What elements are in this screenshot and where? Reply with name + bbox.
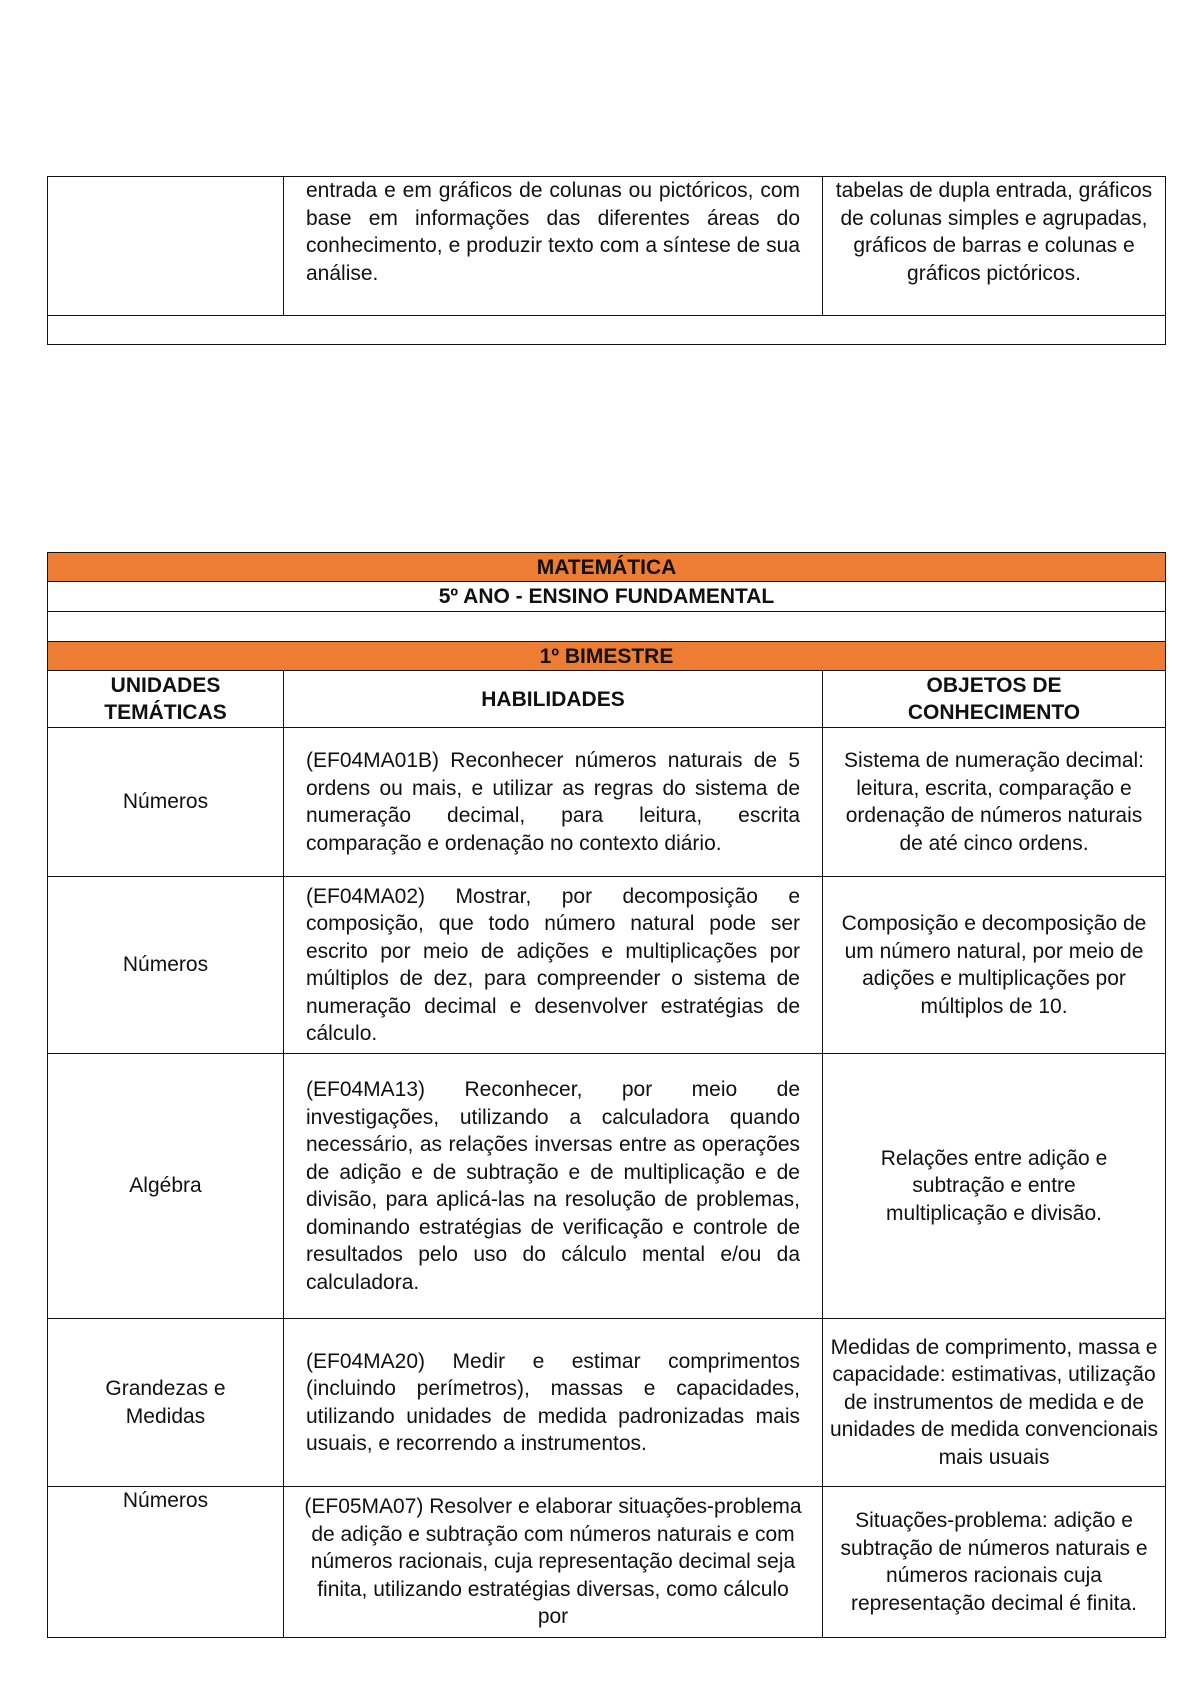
table-row <box>48 1319 1166 1487</box>
unidade-cell: Números <box>48 1487 284 1638</box>
habilidade-cell: (EF04MA02) Mostrar, por decomposição e composição, que todo número natural pode ser escrito por meio de adições e multiplicações por múltiplos de dez, para compreender o sistema de numeração decimal e desenvolver estratégias de cálculo. <box>284 877 823 1054</box>
objeto-cell: Sistema de numeração decimal: leitura, escrita, comparação e ordenação de números naturais de até cinco ordens. <box>823 728 1166 877</box>
unidade-cell: Algébra <box>48 1054 284 1319</box>
empty-row <box>48 316 1166 345</box>
table-row <box>48 1487 1166 1638</box>
subject-row <box>48 553 1166 582</box>
habilidade-cell: entrada e em gráficos de colunas ou pictóricos, com base em informações das diferentes áreas do conhecimento, e produzir texto com a síntese de sua análise. <box>284 177 823 316</box>
table-row <box>48 877 1166 1054</box>
curriculum-table <box>47 552 1166 1638</box>
objeto-cell: Medidas de comprimento, massa e capacidade: estimativas, utilização de instrumentos de medida e de unidades de medida convencionais mais usuais <box>823 1319 1166 1487</box>
blank-cell <box>48 612 1166 642</box>
empty-cell <box>48 316 1166 345</box>
period-row <box>48 642 1166 671</box>
grade-row <box>48 582 1166 612</box>
unidade-cell: Números <box>48 877 284 1054</box>
habilidade-cell: (EF04MA13) Reconhecer, por meio de investigações, utilizando a calculadora quando necessário, as relações inversas entre as operações de adição e de subtração e de multiplicação e de divisão, para aplicá-las na resolução de problemas, dominando estratégias de verificação e controle de resultados pelo uso do cálculo mental e/ou da calculadora. <box>284 1054 823 1319</box>
unidade-cell: Grandezas e Medidas <box>48 1319 284 1487</box>
header-habilidades: HABILIDADES <box>284 671 823 728</box>
header-unidades: UNIDADES TEMÁTICAS <box>48 671 284 728</box>
objeto-cell: Composição e decomposição de um número natural, por meio de adições e multiplicações por múltiplos de 10. <box>823 877 1166 1054</box>
period-title: 1º BIMESTRE <box>48 642 1166 671</box>
continuation-table <box>47 176 1166 345</box>
grade-title: 5º ANO - ENSINO FUNDAMENTAL <box>48 582 1166 612</box>
header-row <box>48 671 1166 728</box>
unidade-cell: Números <box>48 728 284 877</box>
habilidade-cell: (EF04MA20) Medir e estimar comprimentos (incluindo perímetros), massas e capacidades, utilizando unidades de medida padronizadas mais usuais, e recorrendo a instrumentos. <box>284 1319 823 1487</box>
objeto-cell: Relações entre adição e subtração e entre multiplicação e divisão. <box>823 1054 1166 1319</box>
header-objetos: OBJETOS DE CONHECIMENTO <box>823 671 1166 728</box>
unidade-cell <box>48 177 284 316</box>
table-row <box>48 728 1166 877</box>
objeto-cell: tabelas de dupla entrada, gráficos de colunas simples e agrupadas, gráficos de barras e colunas e gráficos pictóricos. <box>823 177 1166 316</box>
habilidade-cell: (EF04MA01B) Reconhecer números naturais de 5 ordens ou mais, e utilizar as regras do sistema de numeração decimal, para leitura, escrita comparação e ordenação no contexto diário. <box>284 728 823 877</box>
subject-title: MATEMÁTICA <box>48 553 1166 582</box>
habilidade-cell: (EF05MA07) Resolver e elaborar situações-problema de adição e subtração com números naturais e com números racionais, cuja representação decimal seja finita, utilizando estratégias diversas, como cálculo por <box>284 1487 823 1638</box>
table-row <box>48 1054 1166 1319</box>
table-row <box>48 177 1166 316</box>
blank-row <box>48 612 1166 642</box>
objeto-cell: Situações-problema: adição e subtração de números naturais e números racionais cuja representação decimal é finita. <box>823 1487 1166 1638</box>
